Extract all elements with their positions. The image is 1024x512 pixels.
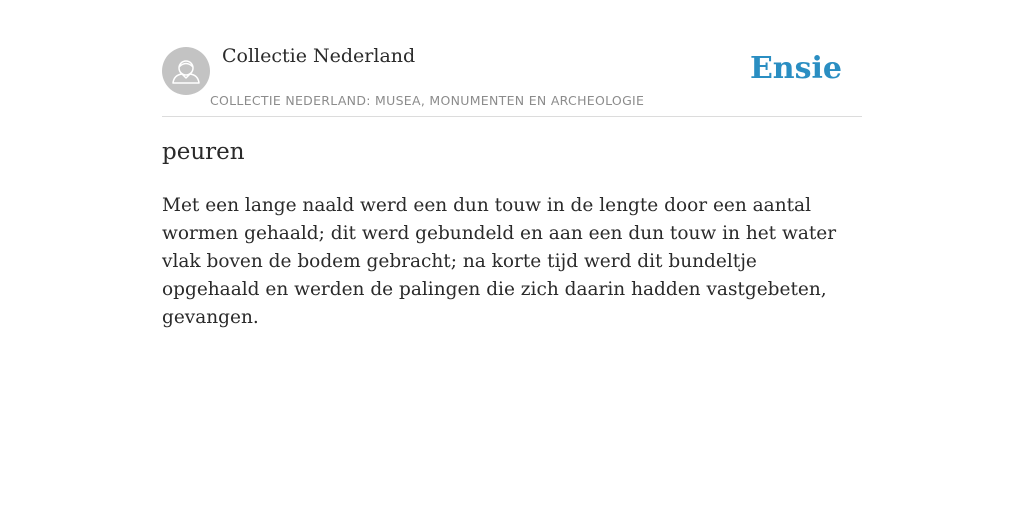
entry-term: peuren [162,139,245,165]
user-avatar-icon[interactable] [162,47,210,95]
ensie-logo-link[interactable]: Ensie [749,51,842,86]
source-label-link[interactable]: COLLECTIE NEDERLAND: MUSEA, MONUMENTEN EN ARCHEOLOGIE [210,93,645,108]
entry-definition: Met een lange naald werd een dun touw in de lengte door een aantal wormen gehaald; dit werd gebundeld en aan een dun touw in het water vlak boven de bodem gebracht; na korte tijd werd dit bundeltje opgehaald en werden de palingen die zich daarin hadden vastgebeten, gevangen. [162,195,837,328]
entry-card [162,0,862,328]
author-name-link[interactable]: Collectie Nederland [222,45,416,67]
entry-header [162,0,862,117]
